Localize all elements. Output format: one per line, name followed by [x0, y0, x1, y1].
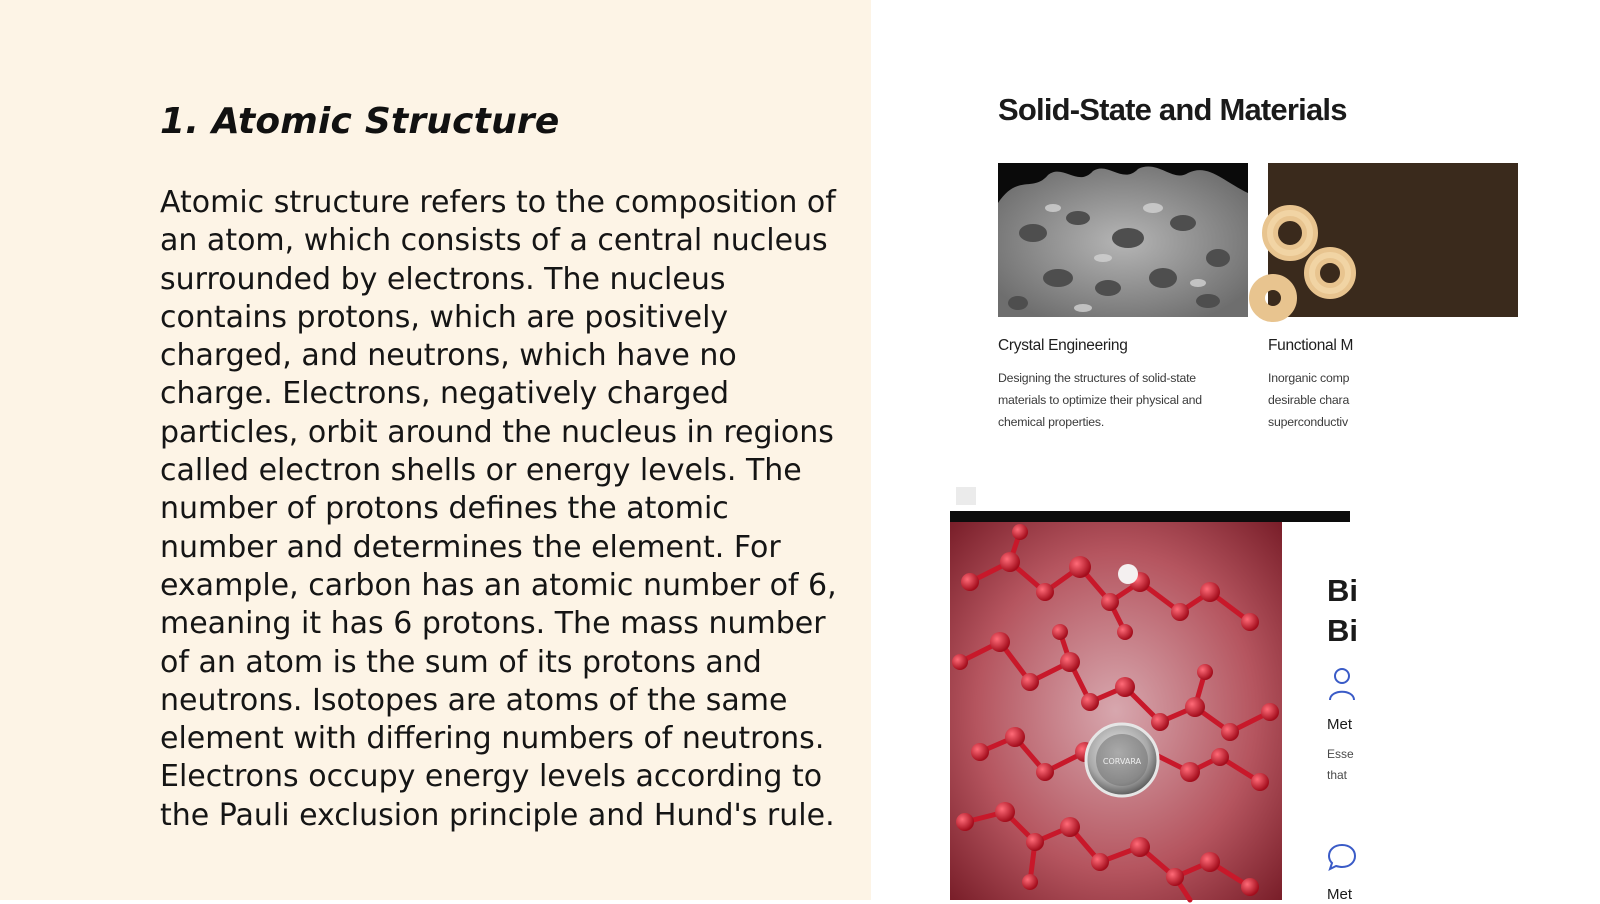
- chat-bubble-icon: [1327, 842, 1357, 872]
- card-title: Crystal Engineering: [998, 337, 1128, 354]
- website-preview: [950, 0, 1358, 903]
- card-functional-materials[interactable]: [1268, 163, 1518, 433]
- card-description: Inorganic comp desirable chara superconductiv: [1268, 371, 1350, 429]
- placeholder-square: [956, 487, 976, 505]
- method-title: Met: [1327, 716, 1353, 733]
- section-body: Atomic structure refers to the composition of an atom, which consists of a central nucleus surrounded by electrons. The nucleus contains protons, which are positively charged, and neutrons, which have no charge. Electrons, negatively charged particles, orbit around the nucleus in regions called electron shells or energy levels. The number of protons defines the atomic number and determines the element. For example, carbon has an atomic number of 6, meaning it has 6 protons. The mass number of an atom is the sum of its protons and neutrons. Isotopes are atoms of the same element with differing numbers of neutrons. Electrons occupy energy levels according to the Pauli exclusion principle and Hund's rule.: [160, 185, 837, 833]
- red-molecule-image: [950, 522, 1282, 900]
- materials-heading: Solid-State and Materials: [998, 92, 1347, 127]
- card-crystal-engineering[interactable]: [998, 163, 1248, 433]
- cream-ring-structure-image: [1268, 163, 1518, 317]
- card-title: Functional M: [1268, 337, 1354, 354]
- bio-section-title: Bi Bi: [1327, 573, 1358, 648]
- person-icon: [1327, 667, 1357, 701]
- card-description: Designing the structures of solid-state materials to optimize their physical and chemical properties.: [998, 371, 1202, 429]
- molecule-image-label: CORVARA: [1102, 757, 1142, 766]
- method-description: Esse that: [1327, 747, 1354, 782]
- section-divider-bar: [950, 511, 1350, 522]
- section-title: 1. Atomic Structure: [160, 101, 560, 142]
- method-title: Met: [1327, 886, 1353, 903]
- gray-porous-structure-image: [998, 163, 1248, 317]
